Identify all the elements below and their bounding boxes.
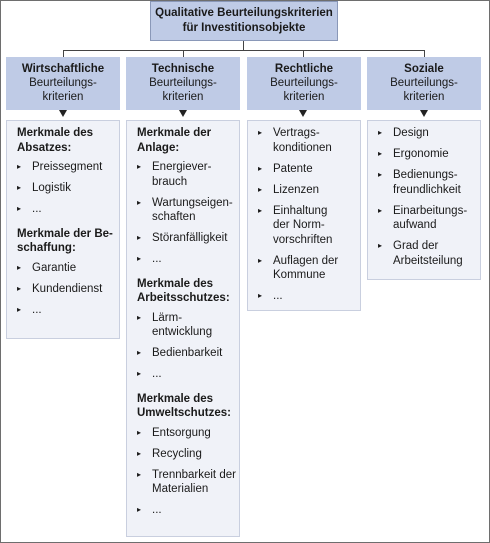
criteria-text-line: Energiever- <box>152 161 212 173</box>
bullet-arrow-icon: ▸ <box>137 505 142 514</box>
bullet-arrow-icon: ▸ <box>17 204 22 213</box>
criteria-panel-technisch <box>126 120 240 537</box>
criteria-item <box>258 289 358 304</box>
bullet-arrow-icon: ▸ <box>137 448 142 458</box>
criteria-list <box>17 126 117 324</box>
criteria-text-line: Arbeitsteilung <box>393 254 463 267</box>
criteria-item <box>137 311 237 340</box>
connector-drop-1 <box>63 50 64 57</box>
criteria-text-line: Kundendienst <box>32 282 103 295</box>
criteria-text-line: ... <box>273 290 283 302</box>
criteria-text-line: Merkmale der Be- <box>17 227 113 240</box>
criteria-text-line: Logistik <box>32 182 71 194</box>
criteria-text-line: entwicklung <box>152 326 213 338</box>
bullet-arrow-icon: ▸ <box>137 469 142 479</box>
bullet-arrow-icon: ▸ <box>17 262 22 272</box>
criteria-text-line: Lizenzen <box>273 183 320 196</box>
bullet-arrow-icon: ▸ <box>137 369 142 378</box>
criteria-text-line: brauch <box>152 175 188 188</box>
criteria-text-line: Kommune <box>273 269 326 281</box>
criteria-item <box>258 162 358 177</box>
criteria-text-line: Merkmale der <box>137 127 212 139</box>
bullet-arrow-icon: ▸ <box>378 205 383 215</box>
criteria-text-line: Arbeitsschutzes: <box>137 292 230 304</box>
criteria-item <box>378 168 478 197</box>
bullet-arrow-icon: ▸ <box>258 128 263 137</box>
category-subtitle-line: Beurteilungs- <box>270 77 338 89</box>
category-subtitle-line: kriterien <box>283 91 325 103</box>
arrow-down-icon <box>420 110 428 117</box>
category-subtitle-line: kriterien <box>42 91 84 103</box>
root-node <box>150 1 338 41</box>
bullet-arrow-icon: ▸ <box>258 291 263 300</box>
bullet-arrow-icon: ▸ <box>258 255 263 265</box>
criteria-item <box>137 231 237 246</box>
criteria-item <box>137 426 237 441</box>
criteria-text-line: Ergonomie <box>393 148 449 160</box>
category-header-sozial <box>367 57 481 110</box>
criteria-text-line: vorschriften <box>273 233 333 246</box>
criteria-text-line: Einarbeitungs- <box>393 204 468 217</box>
criteria-group-heading <box>137 392 237 421</box>
category-title: Soziale <box>404 63 444 75</box>
criteria-item <box>137 346 237 361</box>
criteria-panel-sozial <box>367 120 481 280</box>
criteria-text-line: freundlichkeit <box>393 183 461 196</box>
category-header-wirtschaftlich <box>6 57 120 110</box>
criteria-group-heading <box>17 227 117 256</box>
root-title-line-1: Qualitative Beurteilungskriterien <box>155 7 333 19</box>
criteria-text-line: Umweltschutzes: <box>137 407 231 419</box>
criteria-item <box>17 202 117 217</box>
criteria-text-line: Bedienbarkeit <box>152 347 223 359</box>
bullet-arrow-icon: ▸ <box>258 163 263 173</box>
criteria-text-line: Bedienungs- <box>393 169 458 181</box>
criteria-text-line: Anlage: <box>137 141 180 154</box>
criteria-item <box>17 303 117 318</box>
category-title: Technische <box>151 63 215 75</box>
criteria-text-line: Absatzes: <box>17 141 72 154</box>
criteria-text-line: Garantie <box>32 261 77 274</box>
bullet-arrow-icon: ▸ <box>17 283 22 293</box>
bullet-arrow-icon: ▸ <box>378 128 383 137</box>
criteria-text-line: Materialien <box>152 483 209 495</box>
criteria-text-line: konditionen <box>273 141 332 154</box>
criteria-text-line: Einhaltung <box>273 204 328 217</box>
connector-drop-2 <box>183 50 184 57</box>
bullet-arrow-icon: ▸ <box>17 183 22 192</box>
category-subtitle-line: kriterien <box>162 91 204 103</box>
bullet-arrow-icon: ▸ <box>258 205 263 215</box>
bullet-arrow-icon: ▸ <box>137 233 142 242</box>
criteria-item <box>137 367 237 382</box>
criteria-text-line: Grad der <box>393 240 439 252</box>
criteria-panel-rechtlich <box>247 120 361 311</box>
criteria-text-line: Preissegment <box>32 161 103 173</box>
arrow-down-icon <box>59 110 67 117</box>
criteria-group-heading <box>137 277 237 306</box>
bullet-arrow-icon: ▸ <box>17 162 22 171</box>
criteria-text-line: Merkmale des <box>137 392 214 405</box>
criteria-text-line: ... <box>152 368 162 380</box>
arrow-down-icon <box>179 110 187 117</box>
criteria-text-line: Auflagen der <box>273 254 339 267</box>
criteria-text-line: Trennbarkeit der <box>152 468 236 481</box>
criteria-item <box>137 503 237 518</box>
connector-bus <box>63 50 425 51</box>
criteria-item <box>258 126 358 155</box>
criteria-text-line: ... <box>152 504 162 516</box>
bullet-arrow-icon: ▸ <box>378 241 383 250</box>
category-subtitle-line: Beurteilungs- <box>29 77 97 89</box>
criteria-text-line: ... <box>32 203 42 215</box>
criteria-text-line: ... <box>32 303 42 316</box>
criteria-text-line: schaften <box>152 211 196 223</box>
criteria-list <box>258 126 358 310</box>
criteria-text-line: Patente <box>273 162 313 175</box>
criteria-text-line: ... <box>152 253 162 265</box>
criteria-text-line: aufwand <box>393 219 437 231</box>
bullet-arrow-icon: ▸ <box>137 162 142 171</box>
criteria-text-line: Vertrags- <box>273 127 320 139</box>
category-subtitle-line: Beurteilungs- <box>149 77 217 89</box>
bullet-arrow-icon: ▸ <box>137 254 142 263</box>
criteria-item <box>378 204 478 233</box>
criteria-text-line: Lärm- <box>152 311 183 324</box>
criteria-item <box>137 252 237 267</box>
category-title: Rechtliche <box>274 63 334 75</box>
criteria-group-heading <box>17 126 117 155</box>
root-title-line-2: für Investitionsobjekte <box>182 22 306 34</box>
arrow-down-icon <box>299 110 307 117</box>
criteria-list <box>137 126 237 524</box>
criteria-group-heading <box>137 126 237 155</box>
bullet-arrow-icon: ▸ <box>378 170 383 179</box>
criteria-item <box>378 147 478 162</box>
criteria-item <box>137 468 237 497</box>
criteria-item <box>137 196 237 225</box>
criteria-panel-wirtschaftlich <box>6 120 120 339</box>
criteria-item <box>137 160 237 189</box>
criteria-item <box>378 239 478 268</box>
category-header-rechtlich <box>247 57 361 110</box>
category-title: Wirtschaftliche <box>21 63 105 75</box>
criteria-item <box>258 254 358 283</box>
criteria-text-line: Wartungseigen- <box>152 196 233 209</box>
category-subtitle-line: Beurteilungs- <box>390 77 458 89</box>
criteria-text-line: Entsorgung <box>152 426 211 439</box>
criteria-item <box>137 447 237 462</box>
bullet-arrow-icon: ▸ <box>378 149 383 158</box>
category-subtitle-line: kriterien <box>403 91 445 103</box>
bullet-arrow-icon: ▸ <box>137 427 142 437</box>
bullet-arrow-icon: ▸ <box>17 304 22 314</box>
criteria-text-line: der Norm- <box>273 219 325 231</box>
criteria-item <box>17 160 117 175</box>
category-header-technisch <box>126 57 240 110</box>
bullet-arrow-icon: ▸ <box>137 348 142 357</box>
criteria-list <box>378 126 478 275</box>
criteria-item <box>17 282 117 297</box>
criteria-text-line: Recycling <box>152 447 202 460</box>
criteria-item <box>258 183 358 198</box>
bullet-arrow-icon: ▸ <box>137 312 142 322</box>
criteria-text-line: Merkmale des <box>17 127 94 139</box>
criteria-text-line: Merkmale des <box>137 277 214 290</box>
bullet-arrow-icon: ▸ <box>258 184 263 194</box>
criteria-text-line: Störanfälligkeit <box>152 232 228 244</box>
connector-drop-3 <box>303 50 304 57</box>
criteria-text-line: schaffung: <box>17 242 76 254</box>
criteria-item <box>258 204 358 248</box>
connector-drop-4 <box>424 50 425 57</box>
criteria-item <box>378 126 478 141</box>
criteria-item <box>17 181 117 196</box>
criteria-item <box>17 261 117 276</box>
bullet-arrow-icon: ▸ <box>137 197 142 207</box>
criteria-text-line: Design <box>393 127 429 139</box>
